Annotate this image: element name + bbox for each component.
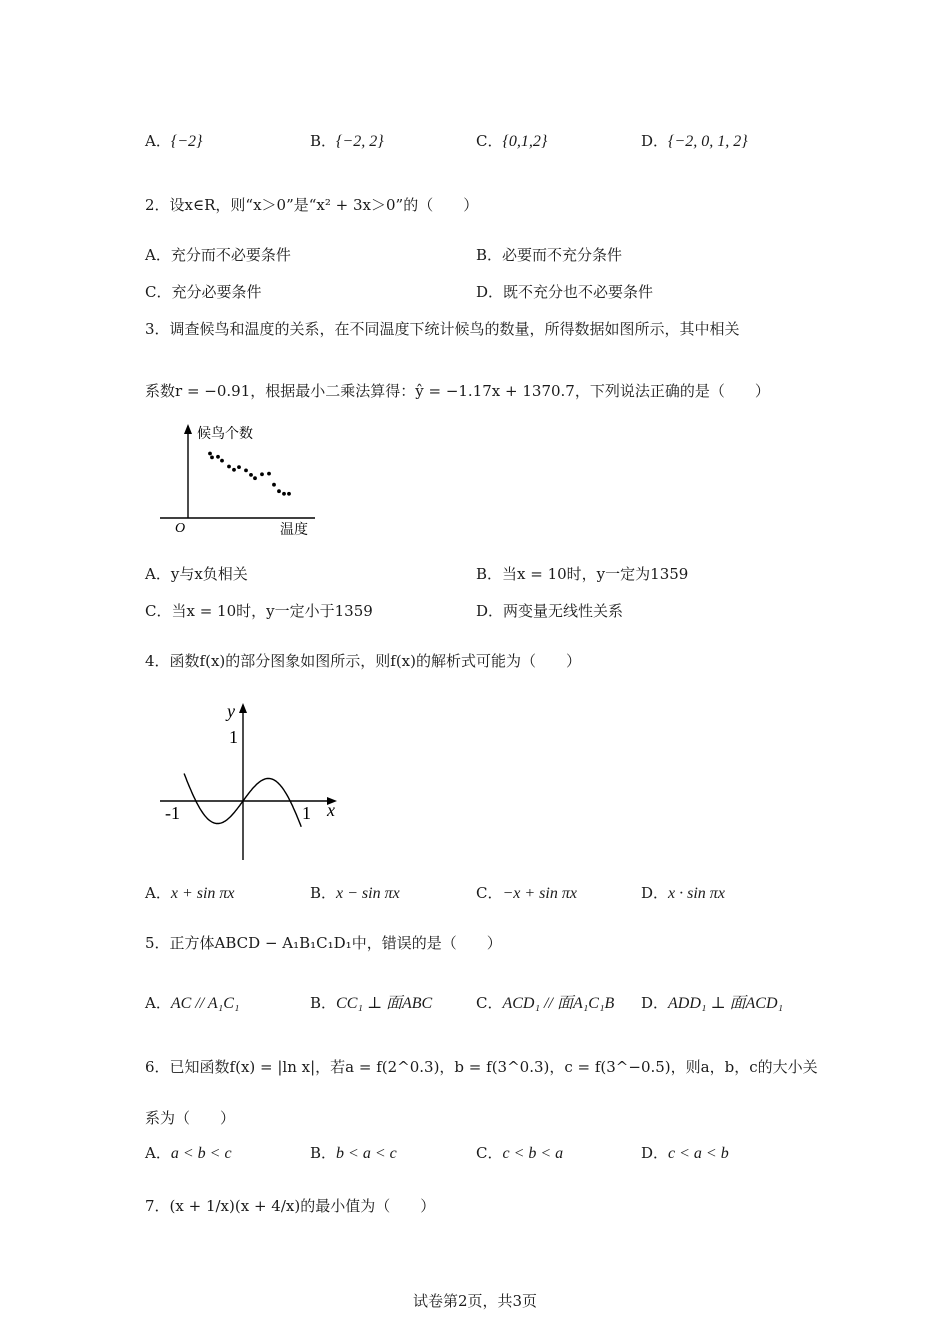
q4-option-d: D．x · sin πx: [641, 884, 725, 902]
q4-x-label: x: [327, 800, 335, 820]
q4-option-b: B．x − sin πx: [310, 884, 400, 902]
q7-stem: 7．(x + 1/x)(x + 4/x)的最小值为（ ）: [145, 1197, 436, 1215]
q4-x-tick-pos-label: 1: [302, 803, 311, 823]
q2-option-d: D．既不充分也不必要条件: [476, 283, 654, 301]
q3-option-b: B．当x = 10时，y一定为1359: [476, 565, 689, 583]
scatter-point: [210, 456, 214, 460]
q2-stem: 2．设x∈R，则“x＞0”是“x² + 3x＞0”的（ ）: [145, 196, 479, 214]
q3-y-label: 候鸟个数: [197, 426, 253, 442]
scatter-point: [244, 469, 248, 473]
scatter-point: [272, 483, 276, 487]
q5-option-c: C．ACD₁ // 面A₁C₁B: [476, 994, 615, 1012]
q3-stem-line1: 3．调查候鸟和温度的关系，在不同温度下统计候鸟的数量，所得数据如图所示，其中相关: [145, 320, 740, 338]
scatter-point: [249, 473, 253, 477]
scatter-point: [260, 472, 264, 476]
q3-option-c: C．当x = 10时，y一定小于1359: [145, 602, 373, 620]
q6-stem-line2: 系为（ ）: [145, 1109, 236, 1127]
scatter-point: [208, 452, 212, 456]
scatter-point: [216, 455, 220, 459]
scatter-point: [237, 465, 241, 469]
q6-option-c: C．c < b < a: [476, 1144, 564, 1162]
q5-option-d: D．ADD₁ ⊥ 面ACD₁: [641, 994, 784, 1012]
q6-option-d: D．c < a < b: [641, 1144, 729, 1162]
q2-option-a: A．充分而不必要条件: [145, 246, 291, 264]
q4-y-tick-label: 1: [229, 727, 238, 747]
q3-x-label: 温度: [280, 522, 308, 538]
scatter-point: [282, 492, 286, 496]
q6-option-b: B．b < a < c: [310, 1144, 397, 1162]
q1-option-b: B．{−2, 2}: [310, 132, 384, 150]
scatter-point: [277, 489, 281, 493]
page-footer: 试卷第2页，共3页: [412, 1292, 538, 1310]
scatter-point: [267, 472, 271, 476]
q3-origin-label: O: [175, 521, 186, 536]
scatter-point: [232, 468, 236, 472]
q6-stem-line1: 6．已知函数f(x) = |ln x|，若a = f(2^0.3)，b = f(3^0.3)，c = f(3^−0.5)，则a，b，c的大小关: [145, 1058, 818, 1076]
q4-option-a: A．x + sin πx: [145, 884, 235, 902]
q2-option-c: C．充分必要条件: [145, 283, 262, 301]
q1-option-a: A．{−2}: [145, 132, 203, 150]
q4-function-figure: [155, 700, 355, 865]
q3-y-arrow: [184, 424, 192, 434]
q4-stem: 4．函数f(x)的部分图象如图所示，则f(x)的解析式可能为（ ）: [145, 652, 581, 670]
q3-option-a: A．y与x负相关: [145, 565, 248, 583]
q3-scatter-points: [208, 452, 291, 496]
scatter-point: [227, 465, 231, 469]
q1-option-d: D．{−2, 0, 1, 2}: [641, 132, 748, 150]
q5-stem: 5．正方体ABCD − A₁B₁C₁D₁中，错误的是（ ）: [145, 934, 502, 952]
q3-option-d: D．两变量无线性关系: [476, 602, 624, 620]
q4-option-c: C．−x + sin πx: [476, 884, 577, 902]
q3-stem-line2: 系数r = −0.91，根据最小二乘法算得：ŷ = −1.17x + 1370.7，下列说法正确的是（ ）: [145, 382, 770, 400]
q1-option-c: C．{0,1,2}: [476, 132, 548, 150]
scatter-point: [287, 492, 291, 496]
q4-x-tick-neg-label: -1: [165, 803, 180, 823]
scatter-point: [220, 459, 224, 463]
scatter-point: [253, 476, 257, 480]
q6-option-a: A．a < b < c: [145, 1144, 232, 1162]
q4-y-arrow: [239, 703, 247, 713]
q5-option-a: A．AC // A₁C₁: [145, 994, 240, 1012]
q2-option-b: B．必要而不充分条件: [476, 246, 623, 264]
q5-option-b: B．CC₁ ⊥ 面ABC: [310, 994, 433, 1012]
q3-scatter-figure: [155, 422, 325, 542]
q4-y-label: y: [227, 701, 235, 721]
